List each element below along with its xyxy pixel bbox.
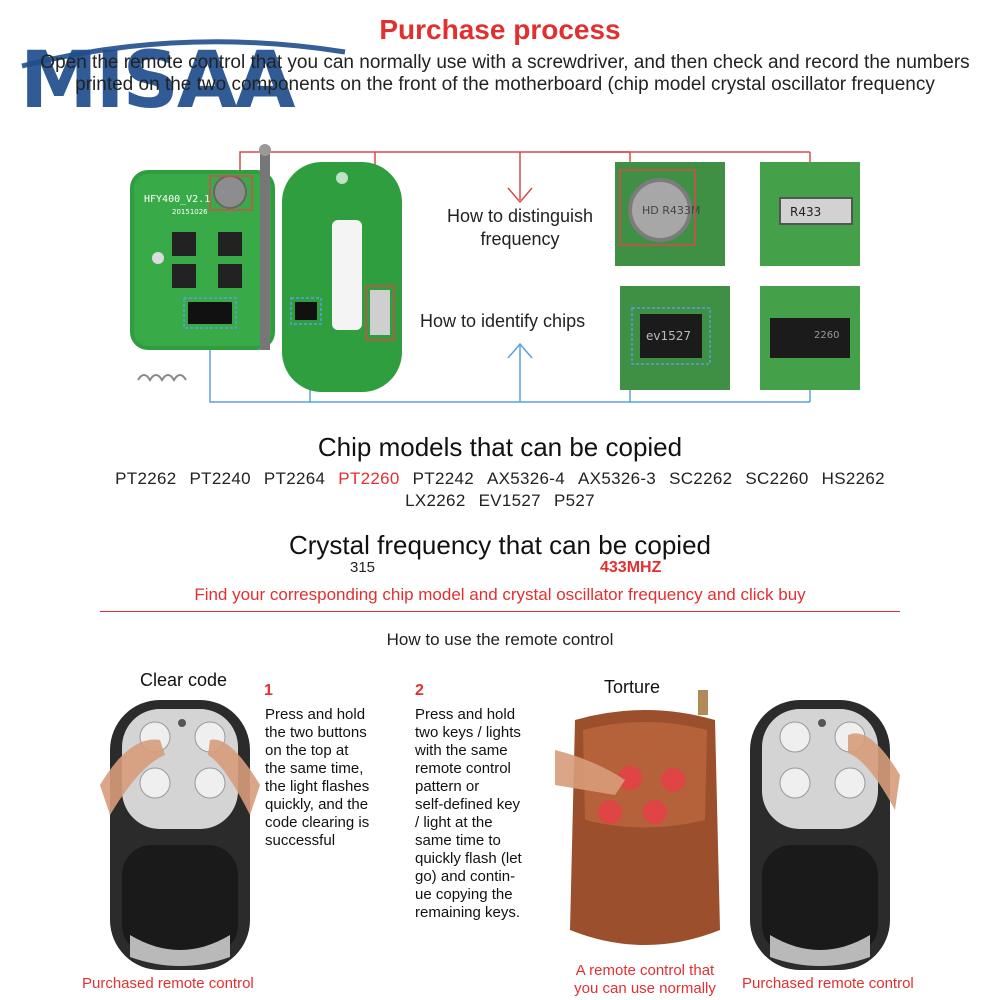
frequency-433: 433MHZ (600, 559, 662, 576)
chip-model-highlighted: PT2260 (338, 469, 400, 488)
board-date-text: 20151026 (172, 208, 208, 216)
purchased-remote-right (740, 695, 900, 975)
page-title: Purchase process (379, 14, 621, 45)
caption-purchased-right: Purchased remote control (742, 975, 914, 992)
clear-code-label: Clear code (140, 670, 228, 690)
chip-model: AX5326-3 (578, 469, 657, 488)
chip-marking-text: ev1527 (646, 329, 692, 343)
crystal-side-closeup (760, 162, 860, 266)
torture-label: Torture (604, 677, 661, 697)
chip-models-list (60, 468, 940, 512)
purchased-remote-left (100, 695, 260, 975)
crystal-side-marking-text: R433 (790, 205, 822, 219)
step-1-number: 1 (264, 682, 273, 699)
receiver-board (130, 144, 275, 380)
crystal-marking-text: HD R433M (642, 204, 701, 217)
intro-text: Open the remote control that you can normally use with a screwdriver, and then check and record the numbers printed on the two components on the front of the motherboard (chip model crystal oscillator frequency (40, 52, 970, 95)
chip-model: LX2262 (405, 491, 466, 510)
frequency-315: 315 (350, 559, 376, 576)
chip-model: P527 (553, 491, 595, 510)
chip-model: PT2262 (115, 469, 177, 488)
buy-instruction: Find your corresponding chip model and crystal oscillator frequency and click buy (194, 585, 806, 604)
brand-logo: MISAA (20, 36, 294, 126)
crystal-frequency-heading: Crystal frequency that can be copied (288, 530, 712, 560)
remote-board (282, 162, 402, 392)
chip-model: PT2240 (189, 469, 251, 488)
divider (100, 611, 900, 612)
step-2-number: 2 (415, 682, 424, 699)
caption-original-remote: A remote control that you can use normally (574, 962, 716, 997)
chip-closeup-2 (760, 286, 860, 390)
chip-model: SC2262 (669, 469, 733, 488)
chip-model: SC2260 (745, 469, 809, 488)
chip-model: EV1527 (478, 491, 541, 510)
distinguish-frequency-label: How to distinguish frequency (446, 206, 594, 249)
original-remote (555, 690, 735, 960)
board-diagram (120, 140, 880, 410)
chip-models-heading: Chip models that can be copied (317, 432, 683, 462)
caption-purchased-left: Purchased remote control (82, 975, 254, 992)
chip-closeup (620, 286, 730, 390)
step-2-instructions: Press and hold two keys / lights with the same remote control pattern or self-defined key / light at the same time to quickly flash (let go) and contin- ue copying the remaining keys. (415, 706, 522, 921)
identify-chips-label: How to identify chips (420, 311, 586, 331)
chip-model: HS2262 (821, 469, 885, 488)
board-model-text: HFY400_V2.1 (144, 194, 211, 205)
chip-model: PT2264 (263, 469, 326, 488)
chip-model: PT2242 (412, 469, 474, 488)
crystal-closeup (615, 162, 725, 266)
step-1-instructions: Press and hold the two buttons on the top at the same time, the light flashes quickly, and the code clearing is successful (265, 706, 370, 849)
chip-marking-2-text: 2260 (814, 330, 840, 341)
chip-model: AX5326-4 (487, 469, 566, 488)
usage-heading: How to use the remote control (386, 630, 614, 649)
